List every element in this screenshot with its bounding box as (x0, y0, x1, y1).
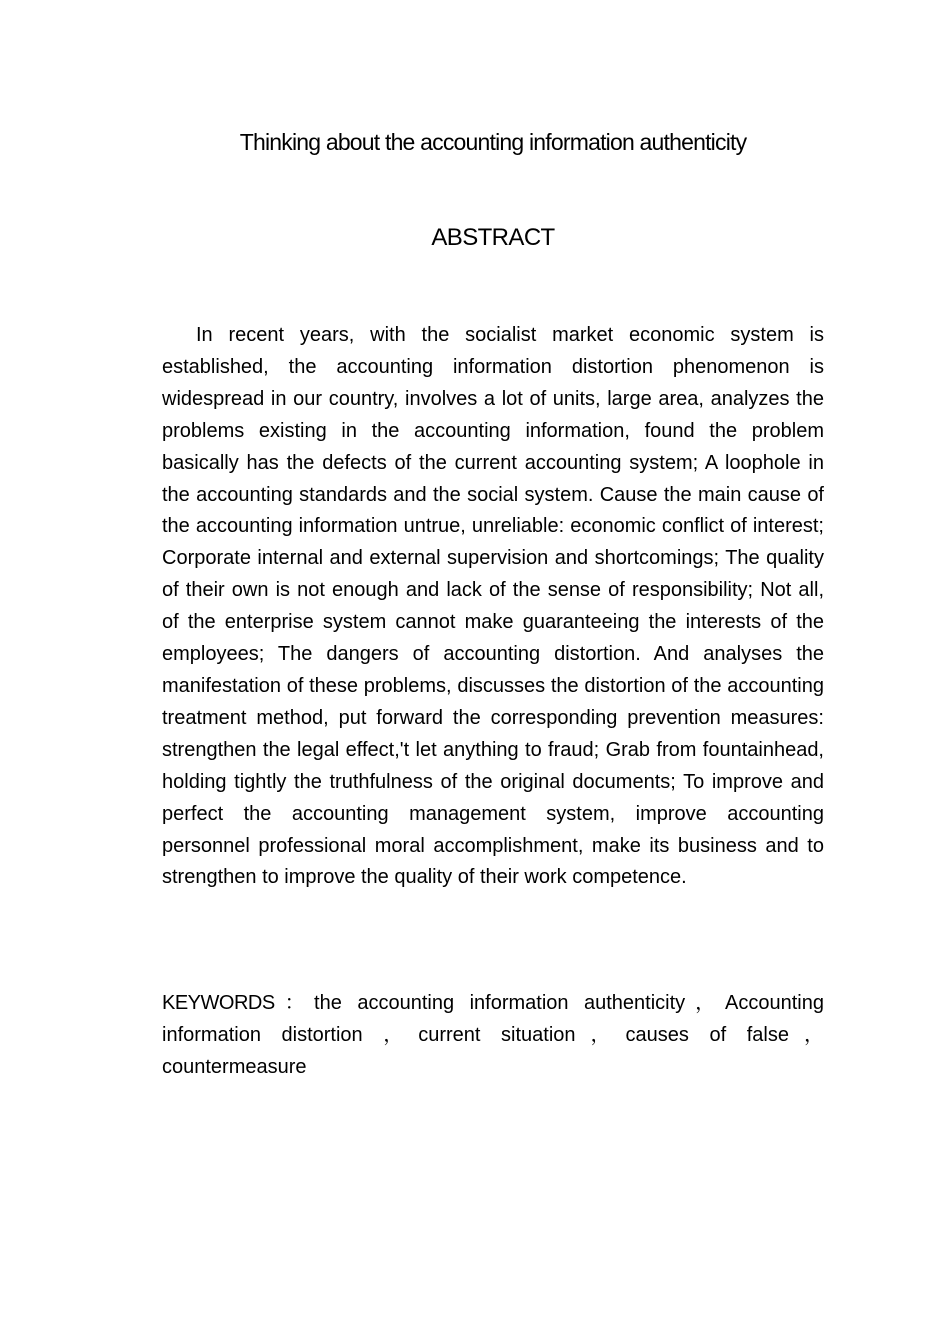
abstract-body: In recent years, with the socialist market economic system is established, the accounting information distortion phenomenon is widespread in our country, involves a lot of units, large area, analyzes the problems existing in the accounting information, found the problem basically has the defects of the current accounting system; A loophole in the accounting standards and the social system. Cause the main cause of the accounting information untrue, unreliable: economic conflict of interest; Corporate internal and external supervision and shortcomings; The quality of their own is not enough and lack of the sense of responsibility; Not all, of the enterprise system cannot make guaranteeing the interests of the employees; The dangers of accounting distortion. And analyses the manifestation of these problems, discusses the distortion of the accounting treatment method, put forward the corresponding prevention measures: strengthen the legal effect,'t let anything to fraud; Grab from fountainhead, holding tightly the truthfulness of the original documents; To improve and perfect the accounting management system, improve accounting personnel professional moral accomplishment, make its business and to strengthen to improve the quality of their work competence. (162, 324, 824, 889)
keywords-paragraph (162, 988, 824, 1084)
document-title: Thinking about the accounting information authenticity (239, 129, 747, 155)
keywords-text: the accounting information authenticity，Accounting information distortion ，current situation，causes of false，countermeasure (162, 992, 824, 1078)
keywords-label: KEYWORDS： (162, 992, 315, 1014)
abstract-heading: ABSTRACT (431, 224, 555, 251)
